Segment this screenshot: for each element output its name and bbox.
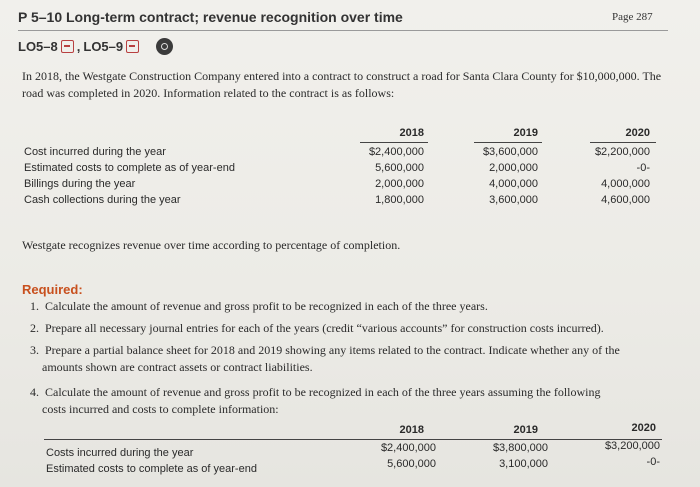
intro-paragraph: In 2018, the Westgate Construction Company entered into a contract to construct a road for Santa Clara County for $10,000,000. The road was completed in 2020. Information related to the contract is as follows: xyxy=(22,69,662,100)
cell: 4,600,000 xyxy=(601,194,650,206)
required-item-1 xyxy=(30,298,675,315)
cell: 3,100,000 xyxy=(499,458,548,470)
method-note: Westgate recognizes revenue over time according to percentage of completion. xyxy=(22,238,401,252)
item-number: 1. xyxy=(30,299,39,313)
media-icon[interactable] xyxy=(156,38,173,55)
cell: -0- xyxy=(646,456,660,468)
row-label: Billings during the year xyxy=(24,178,136,190)
cell: -0- xyxy=(636,162,650,174)
cell: 4,000,000 xyxy=(489,178,538,190)
col-header-2018: 2018 xyxy=(399,127,424,139)
col-header-2020: 2020 xyxy=(625,127,650,139)
cell: $3,200,000 xyxy=(604,440,660,452)
header-rule xyxy=(18,30,668,31)
col-header-2020: 2020 xyxy=(631,422,656,434)
col-rule-2019 xyxy=(474,142,542,143)
col-rule-2018 xyxy=(360,142,428,143)
cell: $2,400,000 xyxy=(368,146,424,158)
row-label: Estimated costs to complete as of year-end xyxy=(46,463,257,475)
item-text: Calculate the amount of revenue and gross profit to be recognized in each of the three years. xyxy=(45,299,488,313)
required-item-3 xyxy=(30,342,675,376)
learning-objectives xyxy=(18,38,173,55)
item-number: 3. xyxy=(30,343,39,357)
cell: 2,000,000 xyxy=(375,178,424,190)
cell: 2,000,000 xyxy=(489,162,538,174)
required-item-2 xyxy=(30,320,675,337)
item-text: Calculate the amount of revenue and gross profit to be recognized in each of the three years assuming the following xyxy=(45,385,601,399)
item-text: Prepare a partial balance sheet for 2018 and 2019 showing any items related to the contract. Indicate whether any of the xyxy=(45,343,620,357)
lo-link-icon[interactable] xyxy=(126,40,139,53)
lo-separator: , xyxy=(76,39,81,54)
cell: 3,600,000 xyxy=(489,194,538,206)
item-number: 2. xyxy=(30,321,39,335)
col-rule-2020 xyxy=(590,142,656,143)
item-number: 4. xyxy=(30,385,39,399)
item-text-cont: costs incurred and costs to complete information: xyxy=(42,402,279,416)
lo-label-1: LO5–8 xyxy=(18,39,58,54)
required-item-4 xyxy=(30,384,675,418)
cell: 4,000,000 xyxy=(601,178,650,190)
cell: $2,200,000 xyxy=(594,146,650,158)
row-label: Cash collections during the year xyxy=(24,194,181,206)
cell: 5,600,000 xyxy=(375,162,424,174)
lo-link-icon[interactable] xyxy=(61,40,74,53)
item-text-cont: amounts shown are contract assets or contract liabilities. xyxy=(42,360,313,374)
cell: 1,800,000 xyxy=(375,194,424,206)
cell: $2,400,000 xyxy=(380,442,436,454)
item-text: Prepare all necessary journal entries for each of the years (credit “various accounts” for construction costs incurred). xyxy=(45,321,604,335)
cell: $3,800,000 xyxy=(492,442,548,454)
col-header-2018: 2018 xyxy=(399,424,424,436)
problem-title: P 5–10 Long-term contract; revenue recognition over time xyxy=(18,9,403,25)
required-heading: Required: xyxy=(22,282,83,297)
col-header-2019: 2019 xyxy=(513,424,538,436)
page-number: Page 287 xyxy=(612,11,653,23)
cell: 5,600,000 xyxy=(387,458,436,470)
row-label: Cost incurred during the year xyxy=(24,146,166,158)
row-label: Estimated costs to complete as of year-end xyxy=(24,162,235,174)
col-header-2019: 2019 xyxy=(513,127,538,139)
lo-label-2: LO5–9 xyxy=(83,39,124,54)
row-label: Costs incurred during the year xyxy=(46,447,194,459)
cell: $3,600,000 xyxy=(482,146,538,158)
